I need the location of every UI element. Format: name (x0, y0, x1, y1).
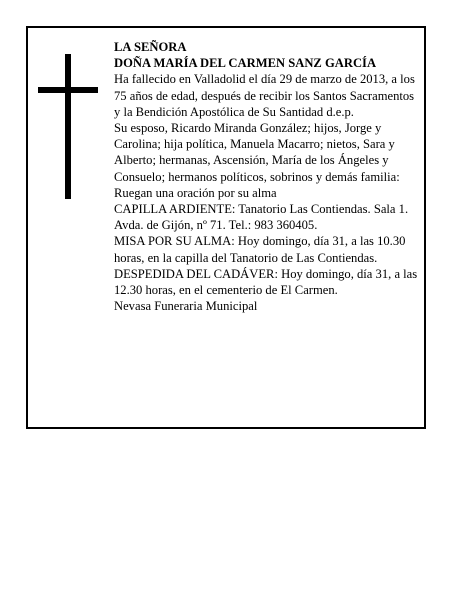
obituary-text (114, 39, 422, 314)
cross-horizontal-bar (38, 87, 98, 93)
prayer-request: Ruegan una oración por su alma (114, 185, 277, 200)
death-info: Ha fallecido en Valladolid el día 29 de marzo de 2013, a los 75 años de edad, después de recibir los Santos Sacramentos y la Bendición Apostólica de Su Santidad d.e.p. (114, 72, 415, 119)
notice-title: LA SEÑORA (114, 40, 187, 54)
cross-icon (38, 54, 98, 199)
family-list: Su esposo, Ricardo Miranda González; hijos, Jorge y Carolina; hija política, Manuela Macarro; nietos, Sara y Alberto; hermanas, Ascensión, María de los Ángeles y Consuelo; hermanos políticos, sobrinos y demás familia: (114, 121, 400, 184)
funeral-home: Nevasa Funeraria Municipal (114, 299, 258, 314)
cross-vertical-bar (65, 54, 71, 199)
deceased-name: DOÑA MARÍA DEL CARMEN SANZ GARCÍA (114, 56, 377, 71)
mass-info: MISA POR SU ALMA: Hoy domingo, día 31, a las 10.30 horas, en la capilla del Tanatorio de Las Contiendas. DESPEDIDA DEL CADÁVER: Hoy domingo, día 31, a las 12.30 horas, en el cementerio de El Carmen. (114, 234, 418, 298)
chapel-info: CAPILLA ARDIENTE: Tanatorio Las Contiendas. Sala 1. Avda. de Gijón, nº 71. Tel.: 983 360405. (114, 202, 409, 233)
